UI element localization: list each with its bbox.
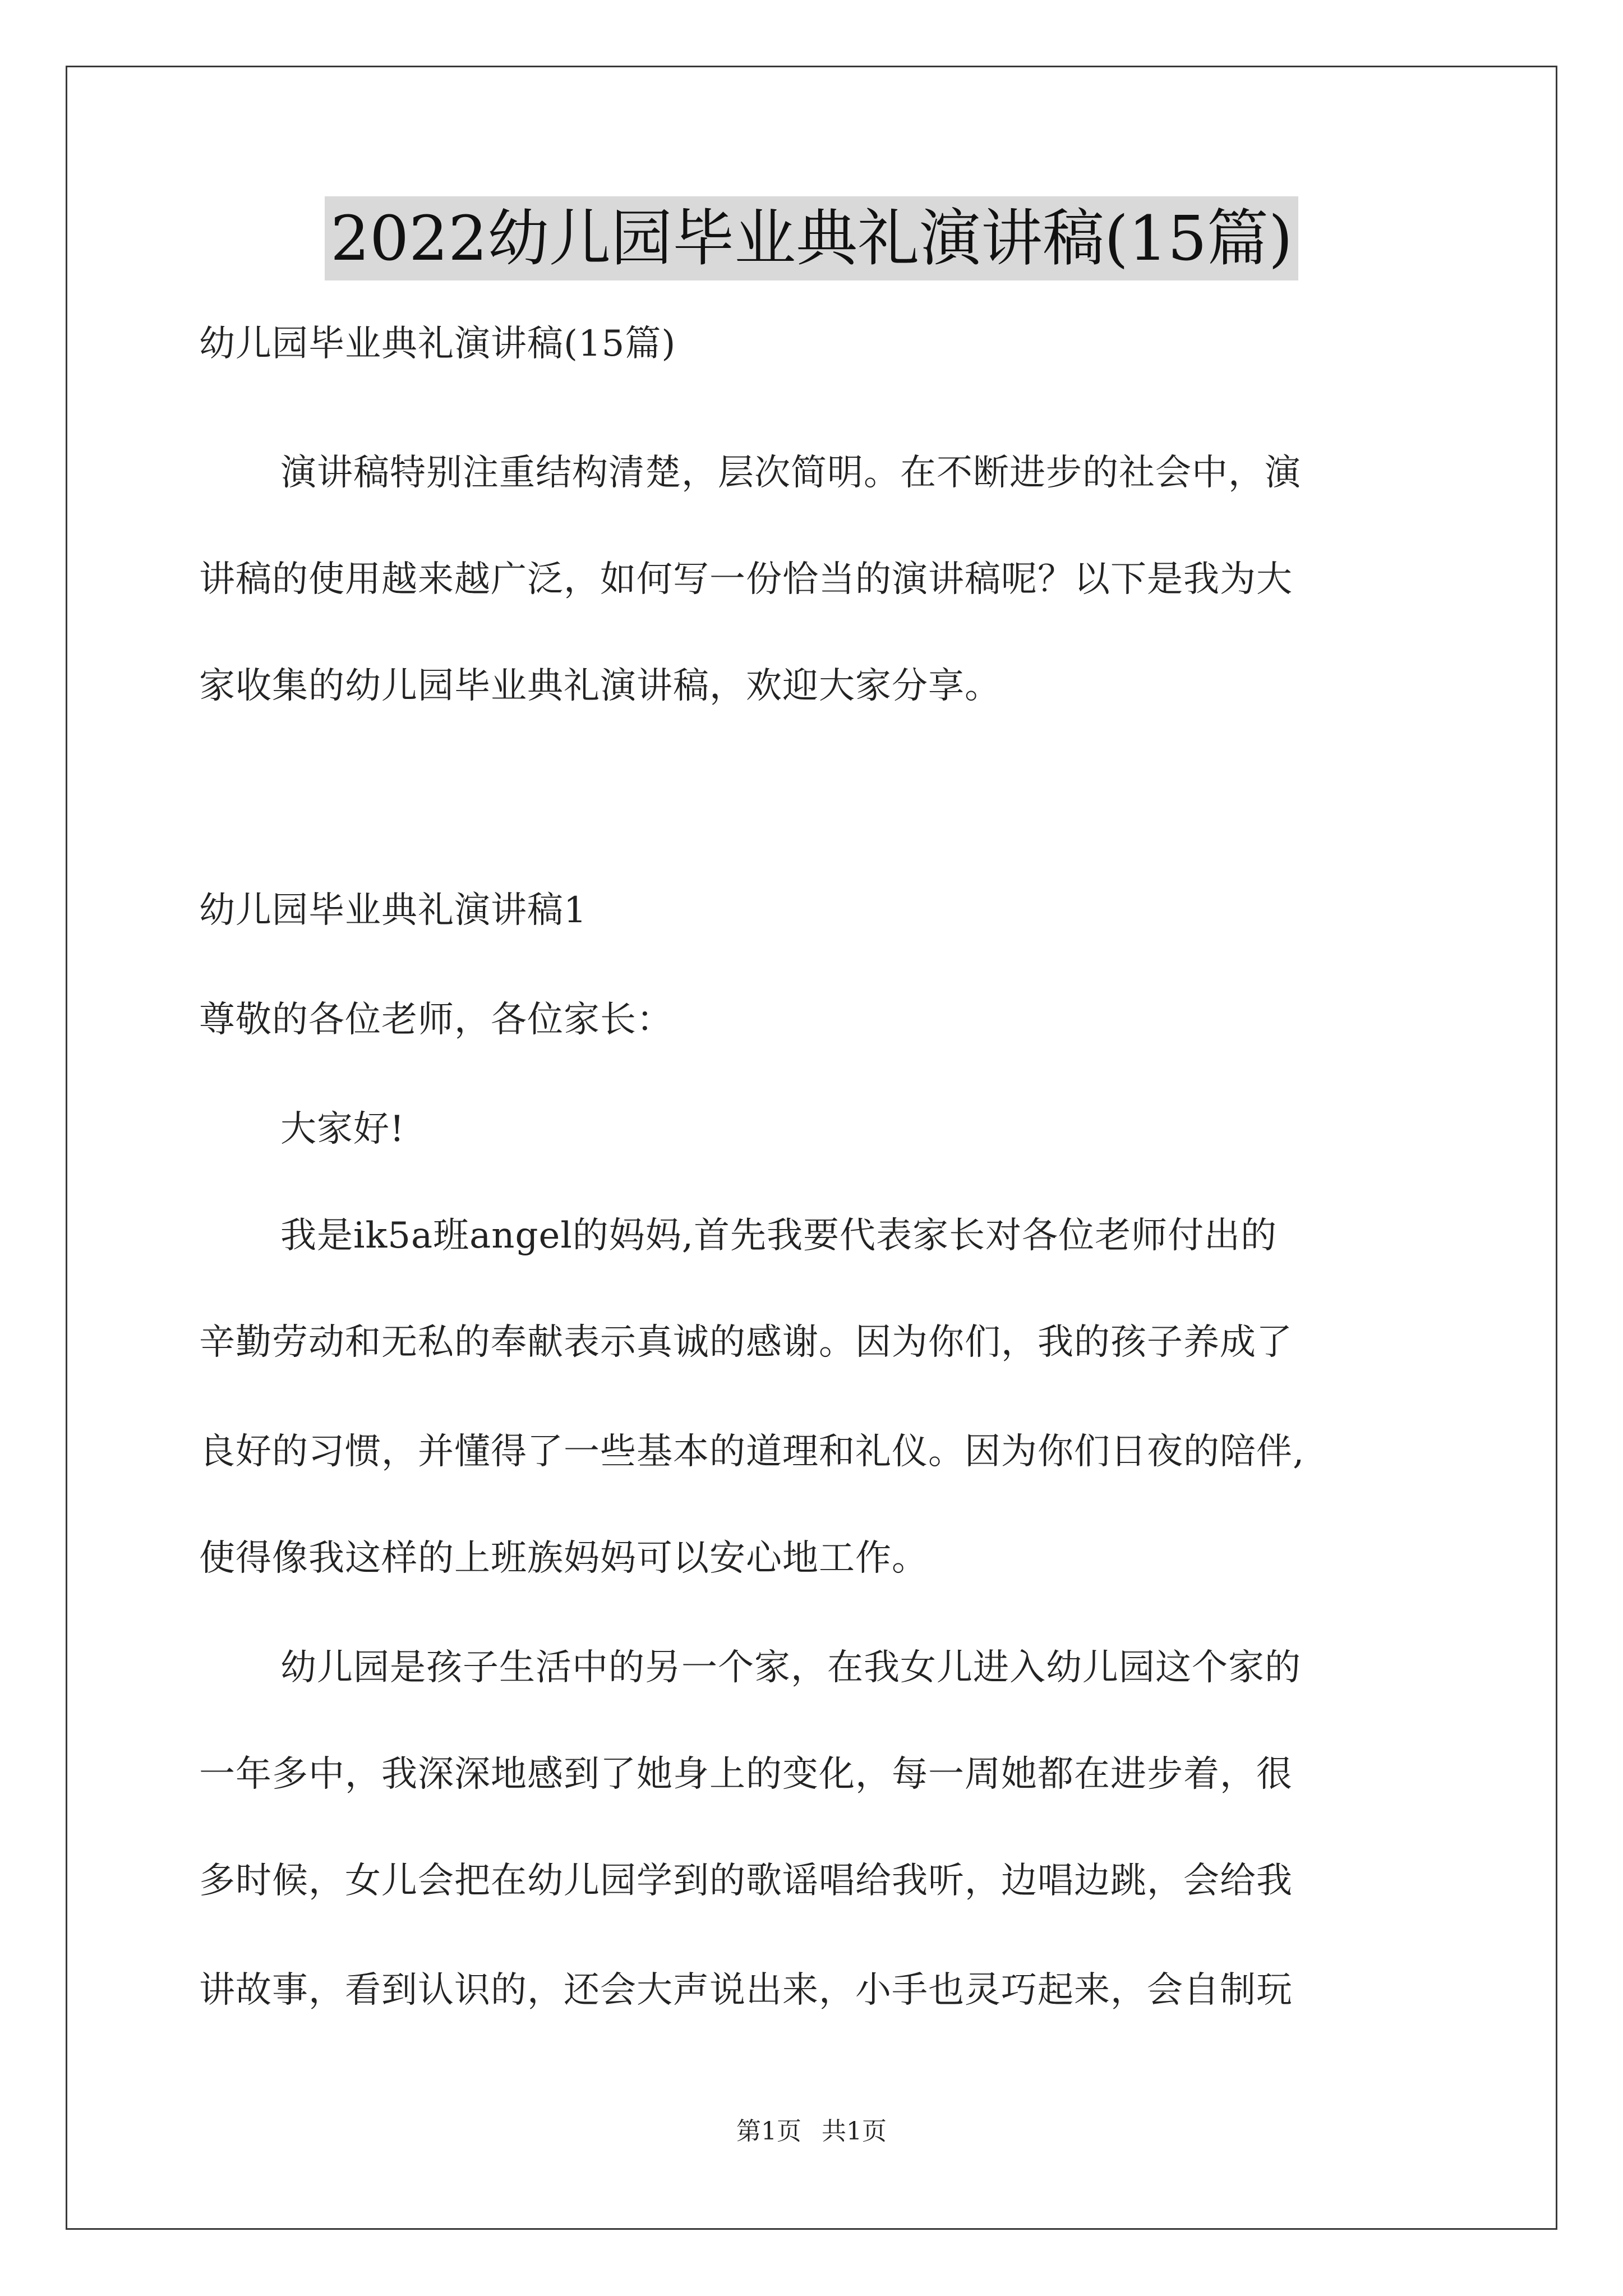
page-number-current: 第1页 (736, 2117, 801, 2146)
paragraph-line: 良好的习惯，并懂得了一些基本的道理和礼仪。因为你们日夜的陪伴, (199, 1431, 1305, 1473)
paragraph-line: 辛勤劳动和无私的奉献表示真诚的感谢。因为你们，我的孩子养成了 (199, 1322, 1293, 1363)
salutation-line: 尊敬的各位老师，各位家长： (199, 999, 673, 1041)
title-container (0, 196, 1623, 280)
section-heading: 幼儿园毕业典礼演讲稿1 (199, 890, 587, 931)
paragraph-line: 幼儿园是孩子生活中的另一个家，在我女儿进入幼儿园这个家的 (280, 1647, 1301, 1688)
page-footer (0, 2115, 1623, 2148)
paragraph-line: 演讲稿特别注重结构清楚，层次简明。在不断进步的社会中，演 (280, 452, 1301, 494)
paragraph-line: 讲故事，看到认识的，还会大声说出来，小手也灵巧起来，会自制玩 (199, 1970, 1293, 2011)
paragraph-line: 一年多中，我深深地感到了她身上的变化，每一周她都在进步着，很 (199, 1754, 1293, 1795)
paragraph-line: 我是ik5a班angel的妈妈,首先我要代表家长对各位老师付出的 (280, 1215, 1278, 1257)
greeting-line: 大家好! (280, 1108, 405, 1150)
page-number-total: 共1页 (822, 2117, 887, 2146)
paragraph-line: 讲稿的使用越来越广泛，如何写一份恰当的演讲稿呢？以下是我为大 (199, 559, 1293, 600)
subtitle-line: 幼儿园毕业典礼演讲稿(15篇) (199, 323, 676, 365)
paragraph-line: 多时候，女儿会把在幼儿园学到的歌谣唱给我听，边唱边跳，会给我 (199, 1860, 1293, 1902)
paragraph-line: 家收集的幼儿园毕业典礼演讲稿，欢迎大家分享。 (199, 665, 1001, 707)
paragraph-line: 使得像我这样的上班族妈妈可以安心地工作。 (199, 1538, 928, 1579)
document-title: 2022幼儿园毕业典礼演讲稿(15篇) (325, 196, 1298, 280)
